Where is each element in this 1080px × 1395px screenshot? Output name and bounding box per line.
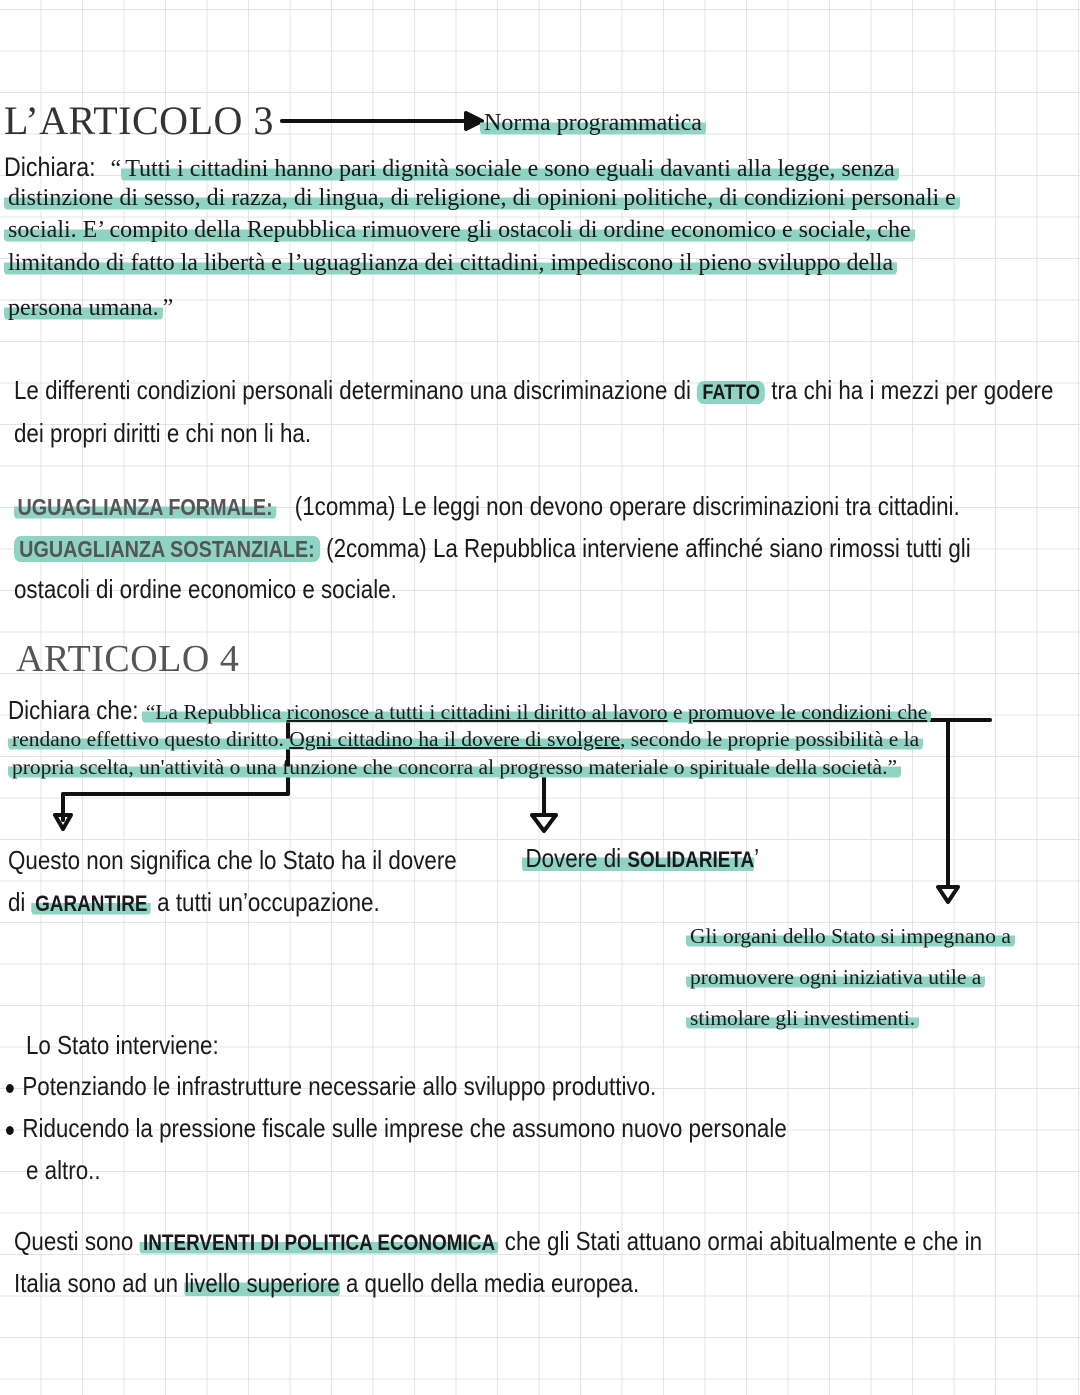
art3-quote-line-2: distinzione di sesso, di razza, di lingua, di religione, di opinioni politiche, di condizioni personali e <box>4 185 960 212</box>
state-organs-line-1: Gli organi dello Stato si impegnano a <box>686 924 1015 949</box>
economic-policy-keyword: INTERVENTI DI POLITICA ECONOMICA <box>140 1230 499 1255</box>
economic-policy-line-1: Questi sono INTERVENTI DI POLITICA ECONOMICA che gli Stati attuano ormai abitualmente e che in <box>14 1226 983 1256</box>
fact-note-line-2: dei propri diritti e chi non li ha. <box>14 418 312 448</box>
bullet-item-2-continuation: e altro.. <box>26 1155 101 1185</box>
art3-quote-line-5: persona umana. ” <box>4 295 173 322</box>
solidarieta-keyword: SOLIDARIETA <box>627 847 755 872</box>
right-arrowhead <box>938 887 958 902</box>
bullet-item-2: Riducendo la pressione fiscale sulle imprese che assumono nuovo personale <box>6 1113 787 1144</box>
no-guarantee-line-1: Questo non significa che lo Stato ha il dovere <box>8 845 457 875</box>
formal-equality: UGUAGLIANZA FORMALE: (1comma) Le leggi non devono operare discriminazioni tra cittadini. <box>14 491 960 522</box>
substantial-equality: UGUAGLIANZA SOSTANZIALE: (2comma) La Repubblica interviene affinché siano rimossi tutti gli <box>14 533 971 564</box>
art3-quote-line-1: Dichiara:“ Tutti i cittadini hanno pari dignità sociale e sono eguali davanti alla legge, senza <box>4 152 899 183</box>
art3-quote-line-3: sociali. E’ compito della Repubblica rimuovere gli ostacoli di ordine economico e sociale, che <box>4 217 915 244</box>
art4-decl-label: Dichiara che: <box>8 695 139 725</box>
no-guarantee-line-2: di GARANTIRE a tutti un’occupazione. <box>8 887 380 917</box>
state-organs-line-3: stimolare gli investimenti. <box>686 1006 919 1031</box>
article3-title: L’ARTICOLO 3 <box>4 98 274 143</box>
garantire-keyword: GARANTIRE <box>32 891 151 916</box>
solidarity-duty: Dovere di SOLIDARIETA’ <box>522 843 759 874</box>
bullet-item-1: Potenziando le infrastrutture necessarie allo sviluppo produttivo. <box>6 1071 656 1102</box>
norm-tag: Norma programmatica <box>480 110 706 137</box>
substantial-equality-line-2: ostacoli di ordine economico e sociale. <box>14 574 397 604</box>
substantial-equality-key: UGUAGLIANZA SOSTANZIALE: <box>14 536 320 562</box>
decl-label: Dichiara: <box>4 152 96 182</box>
article4-title: ARTICOLO 4 <box>16 638 240 680</box>
bullet-icon <box>6 1084 14 1093</box>
economic-policy-line-2: Italia sono ad un livello superiore a quello della media europea. <box>14 1268 640 1298</box>
art4-quote-line-1: Dichiara che:“La Repubblica riconosce a tutti i cittadini il diritto al lavoro e promuove le condizioni che <box>8 695 931 726</box>
state-intervenes-heading: Lo Stato interviene: <box>26 1030 219 1060</box>
art3-quote-line-4: limitando di fatto la libertà e l’uguaglianza dei cittadini, impediscono il pieno sviluppo della <box>4 250 897 277</box>
art4-quote-line-3: propria scelta, un'attività o una funzione che concorra al progresso materiale o spirituale della società.” <box>8 755 901 780</box>
formal-equality-key: UGUAGLIANZA FORMALE: <box>14 494 276 520</box>
art4-quote-line-2: rendano effettivo questo diritto. Ogni cittadino ha il dovere di svolgere, secondo le proprie possibilità e la <box>8 727 923 752</box>
fatto-keyword: FATTO <box>697 381 765 404</box>
mid-arrowhead <box>532 815 556 831</box>
bullet-icon <box>6 1126 14 1135</box>
fact-note-line-1: Le differenti condizioni personali determinano una discriminazione di FATTO tra chi ha i mezzi per godere <box>14 375 1054 405</box>
state-organs-line-2: promuovere ogni iniziativa utile a <box>686 965 985 990</box>
